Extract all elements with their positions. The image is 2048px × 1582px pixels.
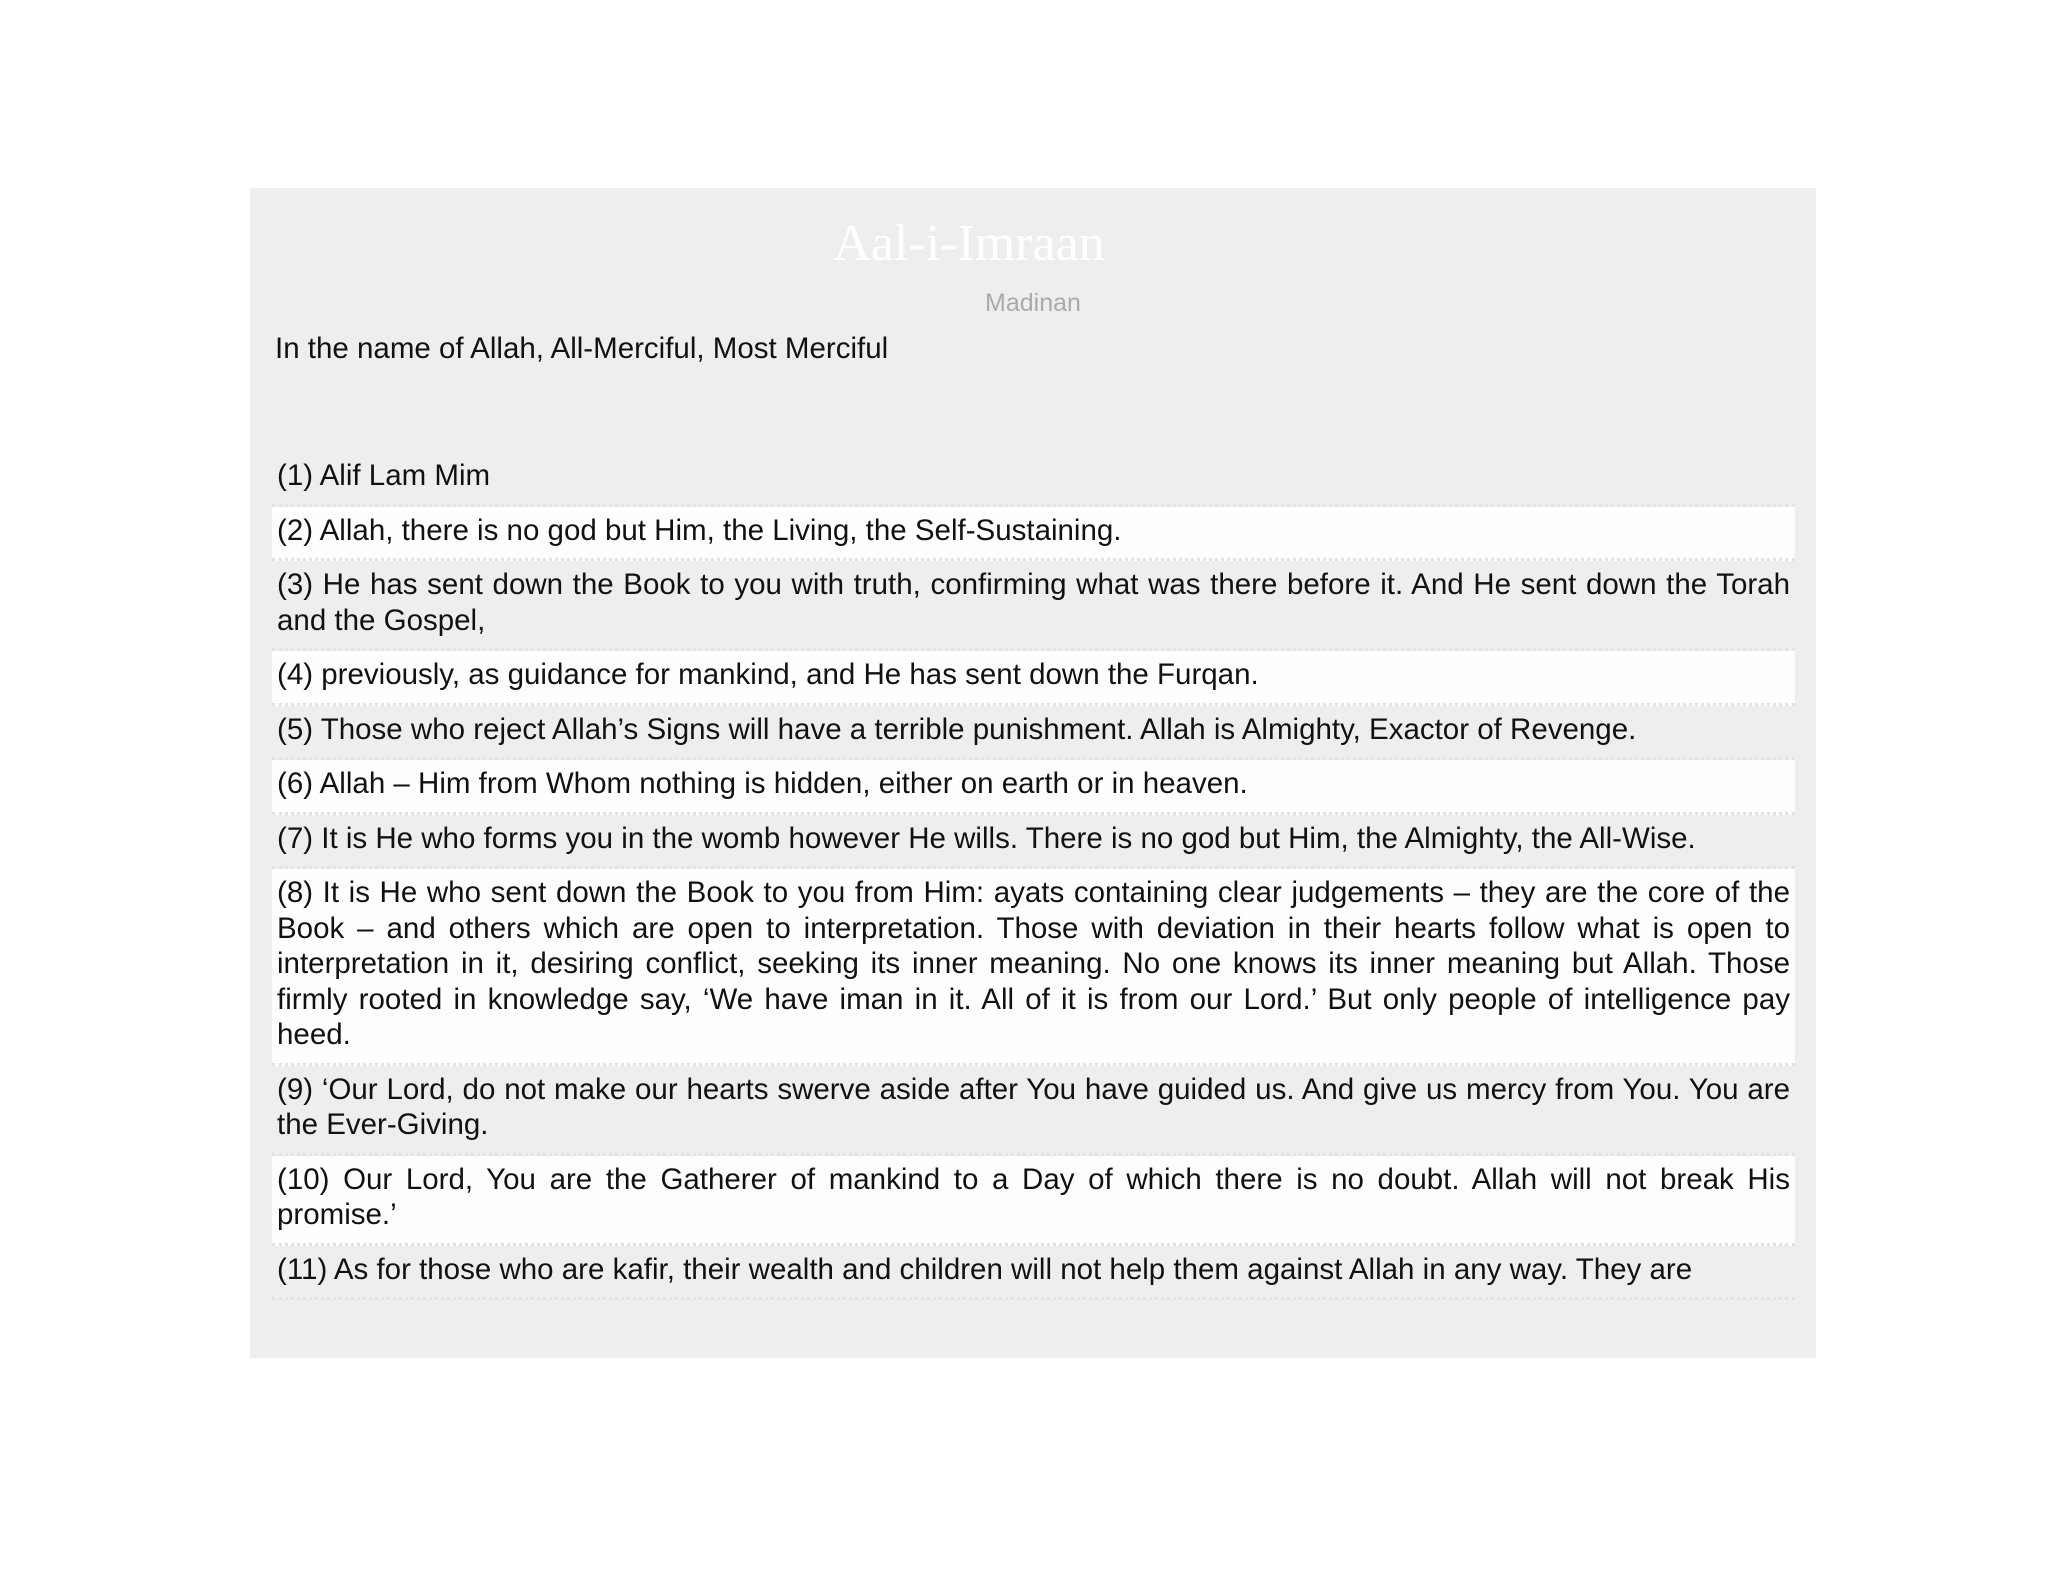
verse-list [272,452,1795,1300]
basmala: In the name of Allah, All-Merciful, Most Merciful [275,332,889,365]
verse-item: (7) It is He who forms you in the womb however He wills. There is no god but Him, the Almighty, the All-Wise. [272,815,1795,870]
verse-item: (2) Allah, there is no god but Him, the Living, the Self-Sustaining. [272,507,1795,562]
document-panel [250,188,1816,1358]
verse-item: (5) Those who reject Allah’s Signs will have a terrible punishment. Allah is Almighty, Exactor of Revenge. [272,706,1795,761]
surah-title: Aal-i-Imraan [833,215,1105,272]
verse-item: (6) Allah – Him from Whom nothing is hidden, either on earth or in heaven. [272,760,1795,815]
surah-subtitle: Madinan [985,289,1081,317]
verse-item: (4) previously, as guidance for mankind, and He has sent down the Furqan. [272,651,1795,706]
verse-item: (1) Alif Lam Mim [272,452,1795,507]
verse-item: (3) He has sent down the Book to you with truth, confirming what was there before it. And He sent down the Torah and the Gospel, [272,561,1795,651]
verse-item: (11) As for those who are kafir, their wealth and children will not help them against Allah in any way. They are [272,1246,1795,1301]
verse-item: (9) ‘Our Lord, do not make our hearts swerve aside after You have guided us. And give us mercy from You. You are the Ever-Giving. [272,1066,1795,1156]
verse-item: (10) Our Lord, You are the Gatherer of mankind to a Day of which there is no doubt. Allah will not break His promise.’ [272,1156,1795,1246]
verse-item: (8) It is He who sent down the Book to you from Him: ayats containing clear judgements – they are the core of the Book – and others which are open to interpretation. Those with deviation in their hearts follow what is open to interpretation in it, desiring conflict, seeking its inner meaning. No one knows its inner meaning but Allah. Those firmly rooted in knowledge say, ‘We have iman in it. All of it is from our Lord.’ But only people of intelligence pay heed. [272,869,1795,1066]
